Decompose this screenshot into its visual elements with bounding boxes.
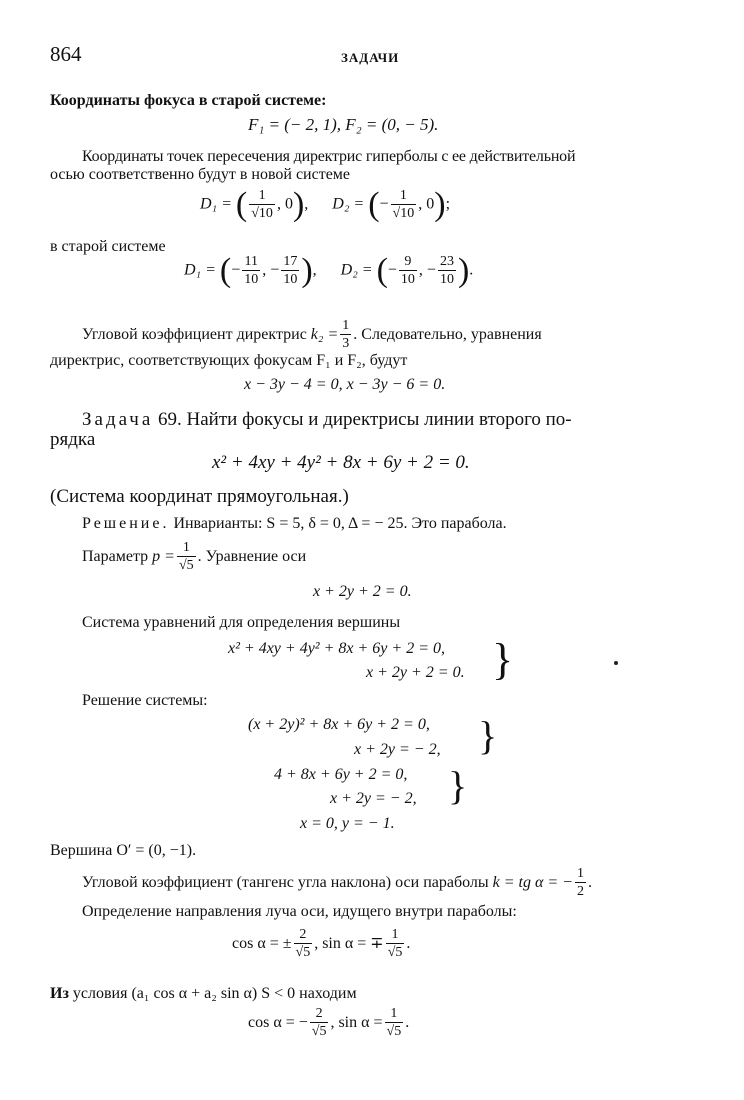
cos-alpha-final: cos α = −	[248, 1014, 308, 1032]
line-condition	[50, 985, 357, 1003]
d1-label: D₁ =	[200, 195, 232, 213]
eq-solve-4: x + 2y = − 2,	[330, 790, 417, 807]
period: .	[587, 874, 592, 892]
fraction-9-10	[399, 254, 417, 289]
axis-slope-text: Угловой коэффициент (тангенс угла наклона) оси параболы	[82, 874, 489, 892]
parameter-label: Параметр	[82, 548, 149, 566]
eq-solve-result: x = 0, y = − 1.	[300, 815, 395, 832]
line-parameter	[82, 540, 306, 575]
minus-sign: −	[379, 195, 389, 213]
fraction-1-sqrt5	[386, 927, 405, 962]
minus-sign: −	[387, 261, 397, 279]
eq-solve-2: x + 2y = − 2,	[354, 741, 441, 758]
numerator: 11	[244, 253, 259, 269]
numerator: 1	[391, 927, 399, 942]
fraction-2-sqrt5	[310, 1006, 329, 1041]
line-slope-directrix	[82, 318, 542, 353]
numerator: 2	[299, 927, 307, 942]
line-directrix-equations-intro: директрис, соответствующих фокусам F₁ и F₂, будут	[50, 352, 408, 369]
eq-solve-1: (x + 2y)² + 8x + 6y + 2 = 0,	[248, 716, 430, 733]
paren-close: )	[301, 252, 313, 289]
solution-label: Решение.	[82, 515, 170, 532]
page-number: 864	[50, 42, 82, 66]
denominator: √5	[387, 945, 403, 960]
brace-right: }	[448, 763, 468, 808]
line-coordinate-system: (Система координат прямоугольная.)	[50, 486, 349, 507]
denominator: 3	[342, 336, 350, 351]
coord-zero: , 0	[418, 195, 435, 213]
line-focus-old: Координаты фокуса в старой системе:	[50, 92, 327, 109]
condition-text: условия (a₁ cos α + a₂ sin α) S < 0 находим	[72, 985, 357, 1002]
k2-label: k₂ =	[310, 326, 339, 344]
numerator: 1	[576, 866, 584, 881]
denominator: √10	[392, 205, 415, 221]
line-ray-direction: Определение направления луча оси, идущего внутри параболы:	[82, 903, 517, 920]
d2-label: D₂ =	[332, 195, 365, 213]
numerator: 1	[342, 318, 350, 333]
fraction-23-10	[438, 254, 456, 289]
eq-system-1: x² + 4xy + 4y² + 8x + 6y + 2 = 0,	[228, 640, 445, 657]
numerator: 2	[315, 1006, 323, 1021]
paren-open: (	[219, 252, 232, 289]
problem-69-text-cont: рядка	[50, 429, 96, 450]
numerator: 9	[404, 253, 412, 269]
semicolon: ;	[445, 195, 451, 213]
stray-dot	[614, 661, 618, 665]
paren-open: (	[376, 252, 388, 289]
denominator: 10	[400, 271, 415, 287]
numerator: 1	[258, 187, 266, 203]
eq-directrices: x − 3y − 4 = 0, x − 3y − 6 = 0.	[244, 376, 446, 393]
fraction-1-sqrt5	[177, 540, 196, 575]
eq-system-2: x + 2y + 2 = 0.	[366, 664, 465, 681]
fraction-11-10	[242, 254, 260, 289]
k-tg-alpha: k = tg α = −	[492, 874, 573, 892]
minus-sign: −	[231, 261, 241, 279]
coord-zero: , 0	[276, 195, 293, 213]
p-label: p =	[152, 548, 175, 566]
problem-text: 69. Найти фокусы и директрисы линии второго по-	[158, 409, 572, 430]
d1-label: D₁ =	[184, 261, 216, 279]
denominator: 10	[244, 271, 259, 287]
denominator: √5	[178, 558, 194, 573]
period: .	[406, 935, 411, 953]
numerator: 1	[399, 187, 407, 203]
eq-cos-sin-final	[248, 1006, 409, 1041]
paren-open: (	[235, 186, 248, 223]
numerator: 17	[283, 253, 298, 269]
line-old-system: в старой системе	[50, 238, 166, 255]
paren-close: )	[434, 186, 446, 223]
numerator: 1	[182, 540, 190, 555]
sin-alpha-mp: , sin α = ∓	[314, 935, 384, 953]
paren-close: )	[292, 186, 305, 223]
period: .	[405, 1014, 410, 1032]
running-header: ЗАДАЧИ	[341, 50, 400, 65]
comma-minus: , −	[262, 261, 280, 279]
numerator: 1	[390, 1006, 398, 1021]
d2-label: D₂ =	[340, 261, 373, 279]
line-new-system: осью соответственно будут в новой системе	[50, 166, 351, 183]
denominator: √5	[311, 1024, 327, 1039]
fraction-1-sqrt5	[385, 1006, 404, 1041]
brace-right: }	[478, 713, 498, 758]
line-axis-slope	[82, 866, 592, 901]
denominator: 2	[576, 884, 584, 899]
text-slope: Угловой коэффициент директрис	[82, 326, 307, 344]
eq-solve-3: 4 + 8x + 6y + 2 = 0,	[274, 766, 408, 783]
line-vertex-system: Система уравнений для определения вершины	[82, 614, 401, 631]
sin-alpha-final: , sin α =	[330, 1014, 383, 1032]
problem-69-title	[82, 409, 572, 431]
fraction-1-3	[340, 318, 351, 353]
fraction-17-10	[281, 254, 299, 289]
fraction-1-sqrt10	[249, 188, 275, 223]
denominator: √10	[251, 205, 273, 221]
eq-foci: F₁ = (− 2, 1), F₂ = (0, − 5).	[248, 115, 439, 134]
eq-cos-sin-pm	[232, 927, 410, 962]
paren-close: )	[457, 252, 470, 289]
eq-d-new: D₁ = ( $\frac{1}{√10}$ , 0), D₂ = (− $\frac{1}{√10}$ , 0);	[200, 186, 451, 223]
fraction-1-sqrt10	[391, 188, 417, 223]
period: .	[469, 261, 474, 279]
cos-alpha-pm: cos α = ±	[232, 935, 292, 953]
fraction-2-sqrt5	[294, 927, 313, 962]
fraction-1-2	[575, 866, 586, 901]
problem-label: Задача	[82, 409, 154, 430]
denominator: 10	[439, 271, 454, 287]
line-vertex: Вершина O′ = (0, −1).	[50, 842, 197, 859]
denominator: √5	[295, 945, 311, 960]
numerator: 23	[439, 253, 454, 269]
text-therefore: . Следовательно, уравнения	[353, 326, 542, 344]
from-word: Из	[50, 985, 69, 1002]
denominator: 10	[283, 271, 298, 287]
denominator: √5	[386, 1024, 402, 1039]
invariants-text: Инварианты: S = 5, δ = 0, Δ = − 25. Это парабола.	[173, 515, 507, 532]
axis-equation-label: . Уравнение оси	[197, 548, 307, 566]
line-directrix-intersections: Координаты точек пересечения директрис гиперболы с ее действительной	[82, 148, 576, 165]
line-system-solution: Решение системы:	[82, 692, 208, 709]
line-solution-invariants	[82, 515, 507, 533]
brace-right: }	[492, 635, 514, 684]
eq-problem-69: x² + 4xy + 4y² + 8x + 6y + 2 = 0.	[212, 452, 470, 473]
eq-axis: x + 2y + 2 = 0.	[313, 583, 412, 600]
paren-open: (	[368, 186, 380, 223]
eq-d-old: D₁ = (− $\frac{11}{10}$ , − $\frac{17}{10}$ ), D₂ = (− $\frac{9}{10}$ , − $\frac{23}{10}$ ).	[184, 252, 474, 289]
comma-minus: , −	[418, 261, 436, 279]
